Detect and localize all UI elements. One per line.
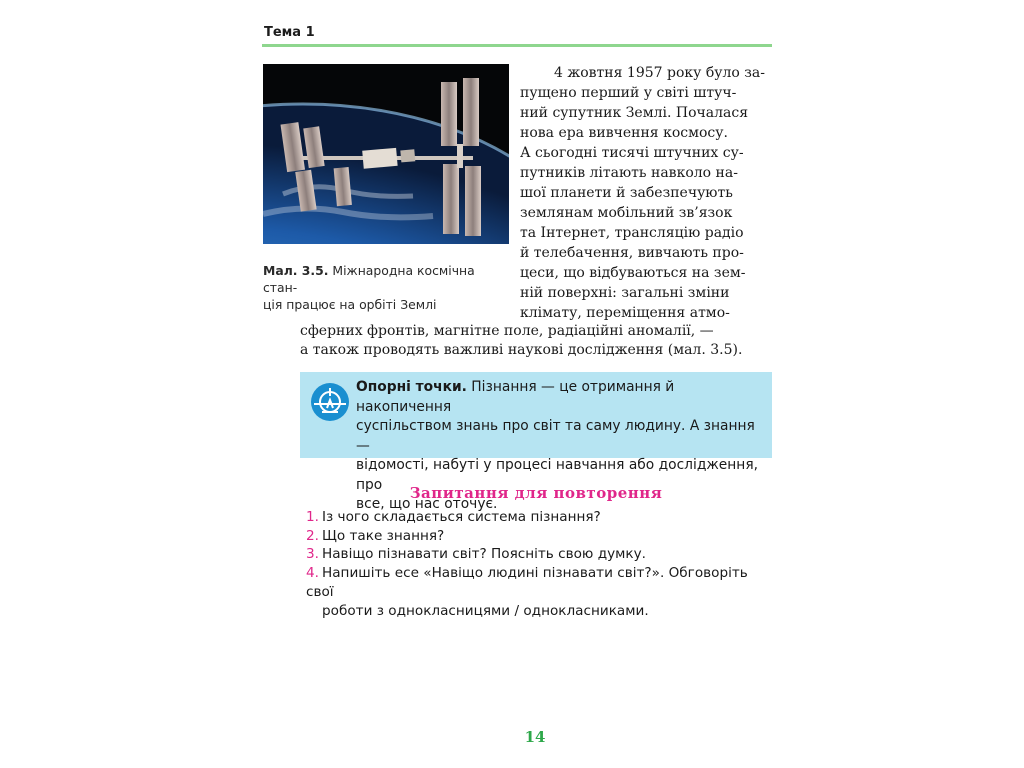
key-points-label: Опорні точки.: [356, 379, 467, 395]
caption-text: Міжнародна космічна стан-: [263, 263, 475, 295]
body-line: сферних фронтів, магнітне поле, радіаційні аномалії, —: [300, 323, 714, 339]
body-line: шої планети й забезпечують: [520, 185, 733, 201]
question-number: 1.: [306, 509, 319, 525]
body-line: А сьогодні тисячі штучних су-: [520, 145, 744, 161]
key-points-line: Пізнання — це отримання й накопичення: [356, 379, 675, 415]
compass-circle-icon: [310, 382, 350, 422]
iss-figure: [263, 64, 509, 244]
question-number: 2.: [306, 528, 319, 544]
header-rule: [262, 44, 772, 47]
question-text: Навіщо пізнавати світ? Поясніть свою думку.: [322, 546, 646, 562]
caption-text-2: ція працює на орбіті Землі: [263, 297, 437, 312]
header-title: Тема 1: [264, 25, 315, 40]
question-item: [306, 564, 776, 621]
key-points-line: відомості, набуті у процесі навчання або дослідження, про: [356, 457, 759, 493]
body-line: ній поверхні: загальні зміни: [520, 285, 730, 301]
question-text: Із чого складається система пізнання?: [322, 509, 601, 525]
body-line: клімату, переміщення атмо-: [520, 305, 730, 321]
caption-label: Мал. 3.5.: [263, 263, 329, 278]
question-text: Що таке знання?: [322, 528, 445, 544]
question-text-cont: роботи з однокласницями / однокласниками.: [322, 603, 649, 619]
question-number: 3.: [306, 546, 319, 562]
body-line: землянам мобільний зв’язок: [520, 205, 733, 221]
body-line: путників літають навколо на-: [520, 165, 738, 181]
page-number: 14: [524, 728, 546, 746]
body-line: а також проводять важливі наукові дослідження (мал. 3.5).: [300, 342, 743, 358]
figure-caption: [263, 262, 511, 313]
body-line: 4 жовтня 1957 року було за-: [554, 65, 765, 81]
questions-heading: Запитання для повторення: [409, 484, 663, 502]
question-item: [306, 508, 776, 527]
body-line: та Інтернет, трансляцію радіо: [520, 225, 744, 241]
question-text: Напишіть есе «Навіщо людині пізнавати світ?». Обговоріть свої: [306, 565, 748, 600]
body-line: ний супутник Землі. Почалася: [520, 105, 749, 121]
key-points-line: суспільством знань про світ та саму людину. А знання —: [356, 418, 755, 454]
question-item: [306, 527, 776, 546]
body-line: й телебачення, вивчають про-: [520, 245, 744, 261]
body-line: пущено перший у світі штуч-: [520, 85, 737, 101]
body-line: нова ера вивчення космосу.: [520, 125, 728, 141]
question-number: 4.: [306, 565, 319, 581]
question-item: [306, 545, 776, 564]
key-points-line: все, що нас оточує.: [356, 496, 498, 512]
iss-photo-icon: [263, 64, 509, 244]
body-line: цеси, що відбуваються на зем-: [520, 265, 746, 281]
